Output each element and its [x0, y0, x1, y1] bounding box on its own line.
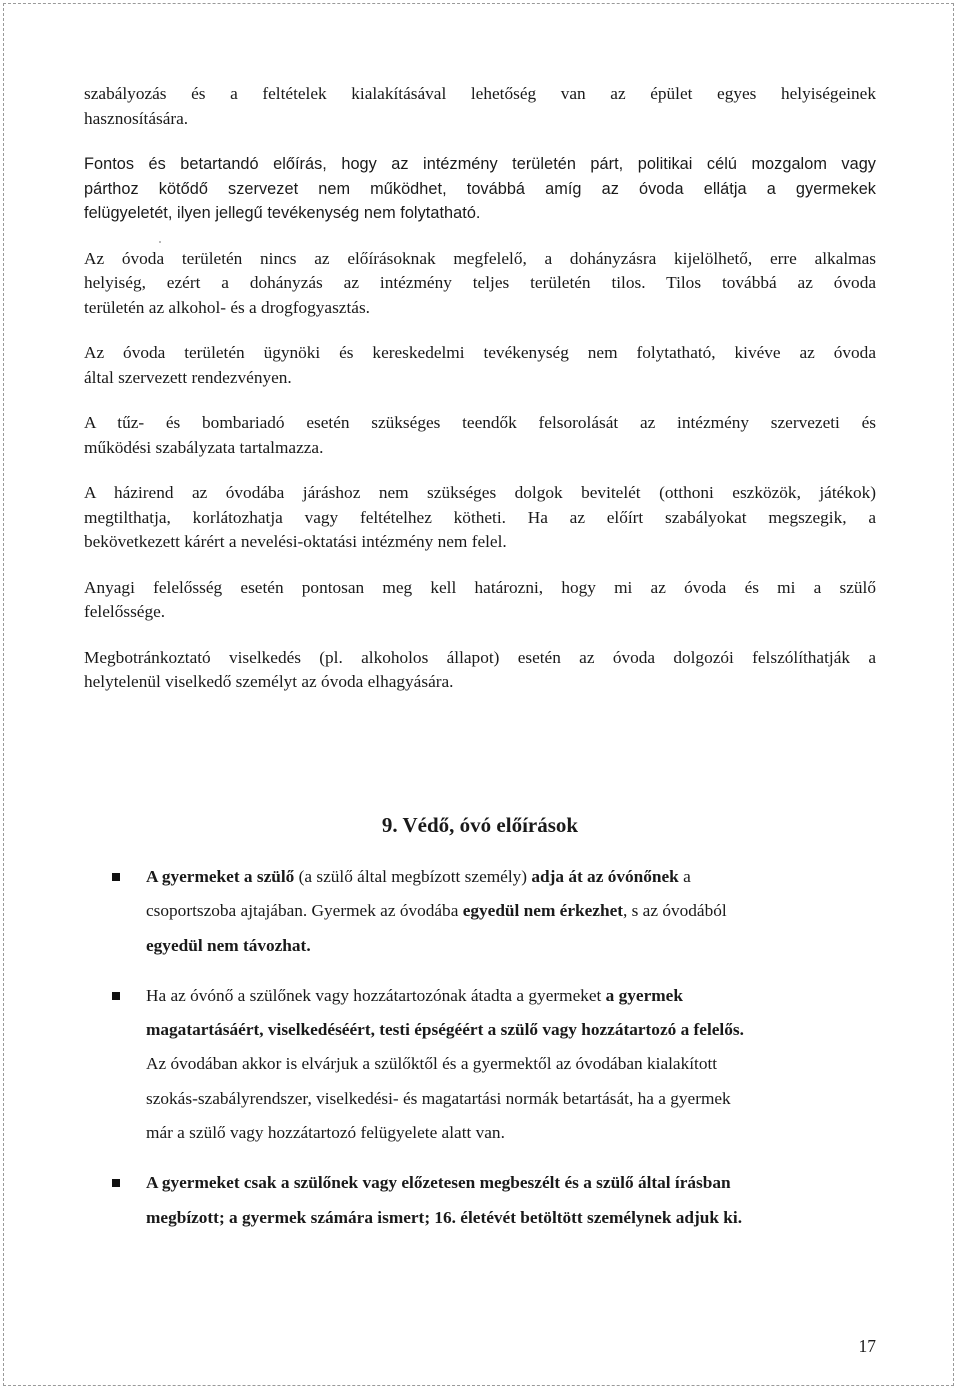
- text-line: működési szabályzata tartalmazza.: [84, 437, 324, 457]
- paragraph-liability: [84, 576, 876, 625]
- text-line: [146, 860, 872, 894]
- paragraph-smoking-ban: [84, 247, 876, 321]
- text-line: szokás-szabályrendszer, viselkedési- és magatartási normák betartását, ha a gyermek: [146, 1088, 731, 1108]
- paragraph-house-rules: [84, 481, 876, 555]
- paragraph-misconduct: [84, 646, 876, 695]
- text-line: megtilthatja, korlátozhatja vagy feltételhez kötheti. Ha az előírt szabályokat megszegik, a: [84, 507, 876, 527]
- paragraph-political-ban: [84, 152, 876, 226]
- text-line: által szervezett rendezvényen.: [84, 367, 292, 387]
- text-line: A tűz- és bombariadó esetén szükséges teendők felsorolását az intézmény szervezeti és: [84, 413, 876, 432]
- text-line: [146, 929, 872, 963]
- text-line: Az óvoda területén nincs az előírásoknak megfelelő, a dohányzásra kijelölhető, erre alkalmas: [84, 248, 876, 268]
- text-line: Az óvodában akkor is elvárjuk a szülőktől és a gyermektől az óvodában kialakított: [146, 1054, 718, 1074]
- emphasis: egyedül nem érkezhet: [462, 901, 623, 921]
- emphasis: A gyermeket a szülő: [146, 867, 295, 886]
- paragraph-fire-alarm: [84, 411, 876, 460]
- text-line: [146, 1013, 872, 1047]
- square-bullet-icon: [112, 1179, 120, 1187]
- text-run: csoportszoba ajtajában. Gyermek az óvodába: [146, 901, 463, 921]
- text-line: szabályozás és a feltételek kialakításával lehetőség van az épület egyes helyiségeinek: [84, 84, 876, 103]
- text-line: A házirend az óvodába járáshoz nem szükséges dolgok bevitelét (otthoni eszközök, játékok): [84, 483, 876, 502]
- text-run: Ha az óvónő a szülőnek vagy hozzátartozónak átadta a gyermeket: [146, 985, 606, 1005]
- emphasis: egyedül nem távozhat.: [146, 935, 311, 955]
- list-item: [112, 1166, 872, 1235]
- text-line: [146, 1201, 872, 1235]
- text-line: Az óvoda területén ügynöki és kereskedelmi tevékenység nem folytatható, kivéve az óvoda: [84, 343, 876, 362]
- text-line: [146, 979, 872, 1013]
- text-line: területén az alkohol- és a drogfogyasztás.: [84, 297, 370, 317]
- page-number: 17: [858, 1336, 876, 1356]
- emphasis: magatartásáért, viselkedéséért, testi épségéért a szülő vagy hozzátartozó a felelős.: [146, 1020, 744, 1040]
- emphasis: a gyermek: [605, 985, 683, 1005]
- list-item: [112, 979, 872, 1150]
- list-item: [112, 860, 872, 963]
- text-line: Fontos és betartandó előírás, hogy az intézmény területén párt, politikai célú mozgalom vagy: [84, 155, 876, 173]
- text-line: [146, 894, 872, 928]
- text-line: már a szülő vagy hozzátartozó felügyelete alatt van.: [146, 1123, 505, 1143]
- text-run: a: [678, 867, 691, 886]
- text-line: felelőssége.: [84, 602, 166, 621]
- paragraph-commercial-ban: [84, 341, 876, 390]
- paragraph-building-use: [84, 82, 876, 131]
- text-line: Anyagi felelősség esetén pontosan meg kell határozni, hogy mi az óvoda és mi a szülő: [84, 577, 876, 597]
- emphasis: megbízott; a gyermek számára ismert; 16. életévét betöltött személynek adjuk ki.: [146, 1207, 743, 1227]
- emphasis: A gyermeket csak a szülőnek vagy előzetesen megbeszélt és a szülő által írásban: [146, 1173, 731, 1193]
- emphasis: adja át az óvónőnek: [531, 867, 679, 886]
- text-line: felügyeletét, ilyen jellegű tevékenység nem folytatható.: [84, 204, 481, 222]
- text-line: párthoz kötődő szervezet nem működhet, továbbá amíg az óvoda ellátja a gyermekek: [84, 179, 876, 198]
- text-run: , s az óvodából: [623, 901, 727, 921]
- text-run: (a szülő által megbízott személy): [294, 867, 532, 886]
- square-bullet-icon: [112, 873, 120, 881]
- square-bullet-icon: [112, 992, 120, 1000]
- text-line: hasznosítására.: [84, 108, 189, 128]
- section-heading: 9. Védő, óvó előírások: [381, 813, 579, 837]
- safety-rules-list: [112, 860, 872, 1251]
- text-line: helytelenül viselkedő személyt az óvoda elhagyására.: [84, 672, 454, 691]
- text-line: bekövetkezett kárért a nevelési-oktatási intézmény nem felel.: [84, 532, 507, 551]
- text-line: [146, 1166, 872, 1200]
- text-line: Megbotránkoztató viselkedés (pl. alkoholos állapot) esetén az óvoda dolgozói felszólíthatják a: [84, 647, 876, 667]
- text-line: helyiség, ezért a dohányzás az intézmény teljes területén tilos. Tilos továbbá az óvoda: [84, 273, 876, 292]
- document-body: [84, 82, 876, 716]
